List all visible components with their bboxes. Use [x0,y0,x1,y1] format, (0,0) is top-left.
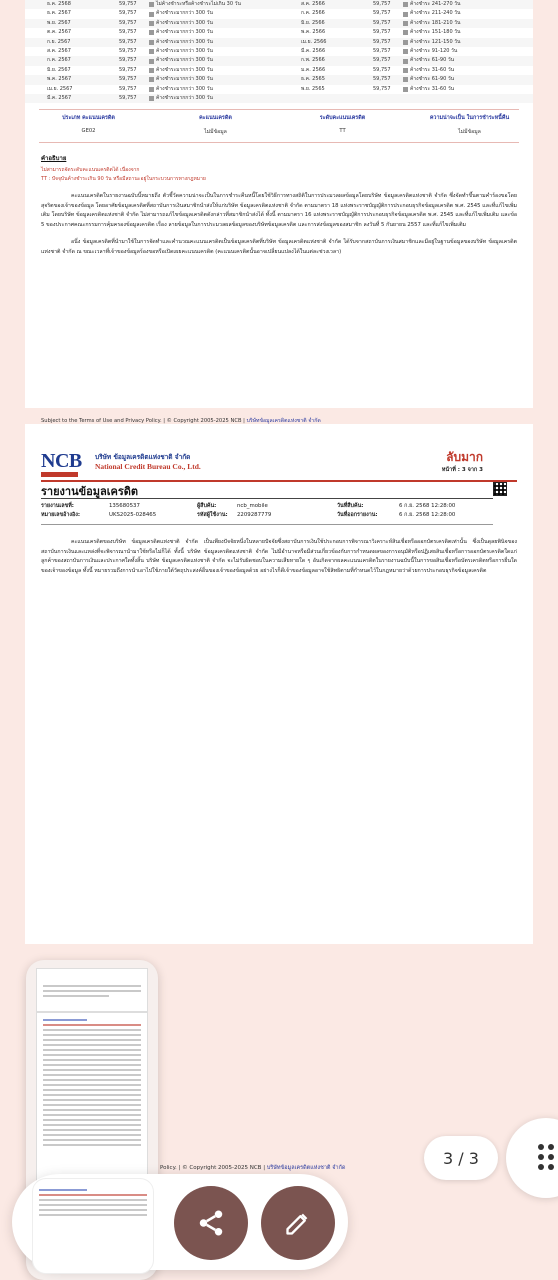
pdf-page-2 [25,0,533,408]
report-meta [41,502,481,520]
status-square-icon [149,59,154,64]
explanation-line: TT : ปัจจุบันค้างชำระเกิน 90 วัน หรือมีสถานะอยู่ในกระบวนการทางกฎหมาย [41,176,206,183]
meta-row: รายงานเลขที่: 135680537 ผู้สืบค้น: ncb_mobile วันที่สืบค้น: 6 ก.ย. 2568 12:28:00 [41,503,456,509]
status-square-icon [403,21,408,26]
explanation-line: ไม่สามารถจัดระดับคะแนนเครดิตได้ เนื่องจาก [41,167,140,174]
summary-value: TT [339,128,346,135]
summary-value: ไม่มีข้อมูล [458,129,481,136]
table-row: มิ.ย. 2567 59,757 ค้างชำระมากกว่า 300 วัน ม.ค. 2566 59,757 ค้างชำระ 31-60 วัน [47,66,455,73]
edit-button[interactable] [261,1186,335,1260]
status-square-icon [149,21,154,26]
credit-data-paragraph: อนึ่ง ข้อมูลเครดิตที่นำมาใช้ในการจัดทำและคำนวณคะแนนเครดิตเป็นข้อมูลเครดิตที่บริษัท ข้อมูลเครดิตแห่งชาติ จำกัด ได้รับจากสถาบันการเงินสมาชิกและมีอยู่ในฐานข้อมูลของบริษัท ข้อมูลเครดิตแห่งชาติ จำกัด ณ ขณะเวลาที่เจ้าของข้อมูลร้องขอหรือเปิดเผยคะแนนเครดิต (คะแนนเครดิตนั้นอาจเปลี่ยนแปลงได้ในแต่ละช่วงเวลา) [41,239,517,255]
summary-header: ความน่าจะเป็น ในการชำระหนี้คืน [429,115,510,122]
credit-score-summary-headers [25,114,533,122]
status-square-icon [403,87,408,92]
status-square-icon [149,77,154,82]
pdf-page-3 [25,424,533,944]
summary-header: คะแนนเครดิต [199,115,232,122]
ncb-logo-bar [41,472,78,477]
thumbnail-page-1[interactable] [36,968,148,1012]
title-divider [41,498,493,499]
status-square-icon [149,40,154,45]
status-square-icon [403,49,408,54]
pencil-icon [284,1209,312,1237]
table-row: ต.ค. 2567 59,757 ค้างชำระมากกว่า 300 วัน พ.ค. 2566 59,757 ค้างชำระ 151-180 วัน [47,29,461,36]
confidential-label: ลับมาก [446,450,483,464]
status-square-icon [149,49,154,54]
table-row: พ.ย. 2567 59,757 ค้างชำระมากกว่า 300 วัน มิ.ย. 2566 59,757 ค้างชำระ 181-210 วัน [25,19,533,28]
explanation-title: คำอธิบาย [41,155,67,163]
status-square-icon [149,2,154,7]
status-square-icon [403,59,408,64]
table-row: ธ.ค. 2567 59,757 ค้างชำระมากกว่า 300 วัน ก.ค. 2566 59,757 ค้างชำระ 211-240 วัน [47,10,461,17]
grid-view-button[interactable] [506,1118,558,1198]
page-info: หน้าที่ : 3 จาก 3 [441,467,483,473]
status-square-icon [403,68,408,73]
table-row: พ.ค. 2567 59,757 ค้างชำระมากกว่า 300 วัน ธ.ค. 2565 59,757 ค้างชำระ 61-90 วัน [25,75,533,84]
report-title: รายงานข้อมูลเครดิต [41,485,139,498]
ncb-logo: NCB [41,450,82,473]
explanation-text [41,166,517,184]
status-square-icon [149,87,154,92]
status-square-icon [149,12,154,17]
status-square-icon [403,77,408,82]
summary-header: ประเภท คะแนนเครดิต [62,115,115,122]
summary-header: ระดับคะแนนเครดิต [319,115,366,122]
disclaimer-paragraph: คะแนนเครดิตของบริษัท ข้อมูลเครดิตแห่งชาติ จำกัด เป็นเพียงปัจจัยหนึ่งในหลายปัจจัยซึ่งสถาบันการเงินใช้ประกอบการพิจารณาวิเคราะห์สินเชื่อหรือออกบัตรเครดิตเท่านั้น ซึ่งเป็นดุลยพินิจของสถาบันการเงินและแหล่งที่จะพิจารณานำมาใช้หรือไม่ก็ได้ ทั้งนี้ บริษัท ข้อมูลเครดิตแห่งชาติ จำกัด ไม่มีอำนาจหรือมีส่วนเกี่ยวข้องกับการกำหนดผลของการอนุมัติหรือปฏิเสธสินเชื่อหรือการออกบัตรเครดิตใดแก่ลูกค้าของสถาบันการเงินและประกาศใดทั้งสิ้น บริษัท ข้อมูลเครดิตแห่งชาติ จำกัด จะไม่รับผิดชอบในความเสียหายใด ๆ อันเกิดจากผลคะแนนเครดิตในรายงานฉบับนี้ในการขอสินเชื่อหรือบัตรเครดิตหรือการยื่นใดของเจ้าของข้อมูล ทั้งนี้ หมายรวมถึงการนำเอาไปใช้ภายใต้วัตถุประสงค์อื่นของเจ้าของข้อมูลด้วย อย่างไรก็ดีเจ้าของข้อมูลอาจใช้สิทธิตามที่กำหนดไว้ในกฎหมายว่าด้วยการประกอบธุรกิจข้อมูลเครดิต [41,539,517,574]
payment-history-table [25,0,533,103]
table-row: ก.ย. 2567 59,757 ค้างชำระมากกว่า 300 วัน เม.ย. 2566 59,757 ค้างชำระ 121-150 วัน [25,38,533,47]
company-name-th: บริษัท ข้อมูลเครดิตแห่งชาติ จำกัด [95,453,191,461]
credit-score-summary-values [25,128,533,136]
status-square-icon [403,40,408,45]
status-square-icon [149,30,154,35]
table-row: ก.ค. 2567 59,757 ค้างชำระมากกว่า 300 วัน ก.พ. 2566 59,757 ค้างชำระ 61-90 วัน [25,56,533,65]
meta-row: หมายเลขอ้างอิง: UKS2025-028465 รหัสผู้ใช้งาน: 2209287779 วันที่ออกรายงาน: 6 ก.ย. 2568 12:28:00 [41,512,456,518]
grid-dots-icon [538,1144,556,1170]
status-square-icon [403,2,408,7]
summary-value: GE02 [81,128,96,135]
table-row: ส.ค. 2567 59,757 ค้างชำระมากกว่า 300 วัน มี.ค. 2566 59,757 ค้างชำระ 91-120 วัน [47,47,458,54]
meta-divider [41,524,493,525]
share-button[interactable] [174,1186,248,1260]
status-square-icon [403,12,408,17]
page-indicator: 3 / 3 [424,1136,498,1180]
divider [39,142,519,143]
page-footer-peek: Policy. | © Copyright 2005-2025 NCB | บริษัทข้อมูลเครดิตแห่งชาติ จำกัด [160,1165,346,1171]
footer-terms-text: Subject to the Terms of Use and Privacy Policy. | © Copyright 2005-2025 NCB | [41,418,245,424]
credit-score-paragraph: คะแนนเครดิตในรายงานฉบับนี้หมายถึง ตัวชี้วัดความน่าจะเป็นในการชำระคืนหนี้โดยใช้วิธีการทางสถิติในการประมวลผลข้อมูลโดยบริษัท ข้อมูลเครดิตแห่งชาติ จำกัด ซึ่งจัดทำขึ้นตามคำร้องขอโดยสุจริตของเจ้าของข้อมูล โดยอาศัยข้อมูลเครดิตที่สถาบันการเงินสมาชิกนำส่งให้แก่บริษัท ข้อมูลเครดิตแห่งชาติ จำกัด ตามมาตรา 18 แห่งพระราชบัญญัติการประกอบธุรกิจข้อมูลเครดิต พ.ศ. 2545 และที่แก้ไขเพิ่มเติม โดยบริษัท ข้อมูลเครดิตแห่งชาติ จำกัด ไม่สามารถแก้ไขข้อมูลเครดิตดังกล่าวที่สมาชิกนำส่งได้ ทั้งนี้ ตามมาตรา 16 แห่งพระราชบัญญัติการประกอบธุรกิจข้อมูลเครดิต พ.ศ. 2545 และที่แก้ไขเพิ่มเติม และข้อ 5 ของประกาศคณะกรรมการคุ้มครองข้อมูลเครดิต เรื่อง ลายข้อมูลในการประมวลผลข้อมูลของบริษัทข้อมูลเครดิต และการส่งข้อมูลของสมาชิก ลงวันที่ 5 กันยายน 2557 และที่แก้ไขเพิ่มเติม [41,193,517,228]
summary-value: ไม่มีข้อมูล [204,129,227,136]
thumbnail-page-2[interactable] [36,1012,148,1182]
current-page-thumbnail[interactable] [32,1178,154,1274]
qr-code-icon [493,482,507,496]
status-square-icon [149,96,154,101]
table-row: มี.ค. 2567 59,757 ค้างชำระมากกว่า 300 วัน [25,94,533,103]
table-row: เม.ย. 2567 59,757 ค้างชำระมากกว่า 300 วัน พ.ย. 2565 59,757 ค้างชำระ 31-60 วัน [47,85,455,92]
table-row: ธ.ค. 2568 59,757 ไม่ค้างชำระหรือค้างชำระไม่เกิน 30 วัน ส.ค. 2566 59,757 ค้างชำระ 241-270 วัน [25,0,533,9]
divider [39,109,519,110]
status-square-icon [149,68,154,73]
company-name-en: National Credit Bureau Co., Ltd. [95,462,201,471]
share-icon [196,1208,226,1238]
status-square-icon [403,30,408,35]
footer-company-link[interactable]: บริษัทข้อมูลเครดิตแห่งชาติ จำกัด [246,418,321,424]
